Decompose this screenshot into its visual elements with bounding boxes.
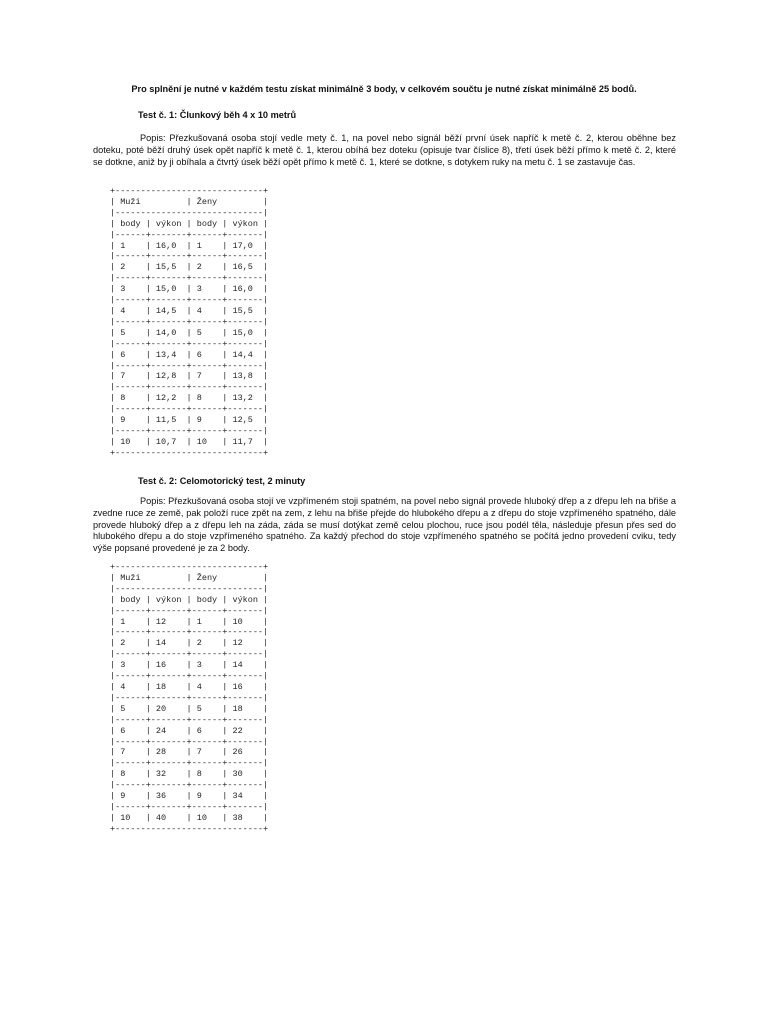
test-2-description (93, 496, 676, 555)
group-header-women: Ženy (191, 572, 264, 583)
table-cell: 12,8 (150, 371, 187, 382)
test-1-table: +-----------------------------+ | Muži | Ženy | |-----------------------------| | body | výkon | body | výkon | |------+-------+------+-------| | 1 | 16,0 | 1 | 17,0 | |------+-------+------+-------| | 2 | 15,5 | 2 | 16,5 | |------+-------+------+-------| | 3 | 15,0 | 3 | 16,0 | |------+-------+------+-------| | 4 | 14,5 | 4 | 15,5 | |------+-------+------+-------| | 5 | 14,0 | 5 | 15,0 | |------+-------+------+-------| | 6 | 13,4 | 6 | 14,4 | |------+-------+------+-------| | 7 | 12,8 | 7 | 13,8 | |------+-------+------+-------| | 8 | 12,2 | 8 | 13,2 | |------+-------+------+-------| | 9 | 11,5 | 9 | 12,5 | |------+-------+------+-------| | 10 | 10,7 | 10 | 11,7 | +-----------------------------+ (110, 186, 269, 458)
group-header-men: Muži (115, 196, 187, 207)
table-cell: 1 (191, 240, 223, 251)
table-cell: 1 (115, 616, 146, 627)
table-cell: 17,0 (227, 240, 264, 251)
table-cell: 15,5 (150, 262, 187, 273)
table-cell: 26 (227, 747, 264, 758)
table-cell: 30 (227, 769, 264, 780)
table-cell: 28 (150, 747, 187, 758)
column-header: body (115, 218, 146, 229)
table-cell: 4 (191, 681, 223, 692)
column-header: body (191, 218, 223, 229)
table-cell: 3 (191, 660, 223, 671)
table-cell: 13,8 (227, 371, 264, 382)
table-cell: 10 (227, 616, 264, 627)
table-cell: 4 (115, 681, 146, 692)
table-cell: 9 (115, 791, 146, 802)
table-cell: 12,5 (227, 415, 264, 426)
table-cell: 11,7 (227, 436, 264, 447)
table-cell: 10 (115, 436, 146, 447)
table-cell: 18 (227, 703, 264, 714)
table-cell: 14 (227, 660, 264, 671)
test-1-description (93, 133, 676, 168)
table-cell: 14 (150, 638, 187, 649)
table-cell: 7 (191, 747, 223, 758)
table-cell: 2 (191, 262, 223, 273)
table-cell: 5 (191, 327, 223, 338)
table-cell: 10 (115, 812, 146, 823)
table-cell: 4 (191, 305, 223, 316)
table-cell: 5 (191, 703, 223, 714)
table-cell: 9 (191, 415, 223, 426)
table-cell: 14,4 (227, 349, 264, 360)
table-cell: 32 (150, 769, 187, 780)
table-cell: 5 (115, 703, 146, 714)
table-cell: 3 (115, 660, 146, 671)
table-cell: 2 (191, 638, 223, 649)
table-cell: 15,0 (150, 284, 187, 295)
table-cell: 22 (227, 725, 264, 736)
table-cell: 12 (227, 638, 264, 649)
table-cell: 34 (227, 791, 264, 802)
table-cell: 12,2 (150, 393, 187, 404)
table-cell: 6 (115, 725, 146, 736)
table-cell: 6 (191, 349, 223, 360)
table-cell: 16,0 (227, 284, 264, 295)
table-cell: 10,7 (150, 436, 187, 447)
table-cell: 10 (191, 436, 223, 447)
table-cell: 8 (191, 393, 223, 404)
table-cell: 14,0 (150, 327, 187, 338)
table-cell: 24 (150, 725, 187, 736)
column-header: výkon (150, 594, 187, 605)
table-cell: 16 (150, 660, 187, 671)
column-header: body (115, 594, 146, 605)
column-header: body (191, 594, 223, 605)
test-2-heading: Test č. 2: Celomotorický test, 2 minuty (138, 476, 306, 486)
test-2-table: +-----------------------------+ | Muži | Ženy | |-----------------------------| | body | výkon | body | výkon | |------+-------+------+-------| | 1 | 12 | 1 | 10 | |------+-------+------+-------| | 2 | 14 | 2 | 12 | |------+-------+------+-------| | 3 | 16 | 3 | 14 | |------+-------+------+-------| | 4 | 18 | 4 | 16 | |------+-------+------+-------| | 5 | 20 | 5 | 18 | |------+-------+------+-------| | 6 | 24 | 6 | 22 | |------+-------+------+-------| | 7 | 28 | 7 | 26 | |------+-------+------+-------| | 8 | 32 | 8 | 30 | |------+-------+------+-------| | 9 | 36 | 9 | 34 | |------+-------+------+-------| | 10 | 40 | 10 | 38 | +-----------------------------+ (110, 562, 269, 834)
test-1-heading: Test č. 1: Člunkový běh 4 x 10 metrů (138, 110, 297, 120)
test-2-description-text: Popis: Přezkušovaná osoba stojí ve vzpřímeném stoji spatném, na povel nebo signál provede hluboký dřep a z dřepu leh na břiše a zvedne ruce ze země, pak položí ruce zpět na zem, z lehu na břiše přejde do hlubokého dřepu a z dřepu do stoje vzpřímeného spatného, dále provede hluboký dřep a z dřepu leh na záda, záda se musí dotýkat země celou plochou, ruce jsou podél těla, následuje přesun přes sed do hlubokého dřepu a do stoje vzpřímeného spatného. Za každý přechod do stoje vzpřímeného spatného se počítá jedno provedení cviku, tedy výše popsané provedené je za 2 body. (93, 496, 676, 554)
table-cell: 8 (115, 393, 146, 404)
table-cell: 3 (191, 284, 223, 295)
table-cell: 10 (191, 812, 223, 823)
table-cell: 16 (227, 681, 264, 692)
table-cell: 6 (191, 725, 223, 736)
table-cell: 11,5 (150, 415, 187, 426)
test-1-description-text: Popis: Přezkušovaná osoba stojí vedle mety č. 1, na povel nebo signál běží první úsek napříč k metě č. 2, kterou oběhne bez doteku, poté běží druhý úsek opět napříč k metě č. 1, kterou obíhá bez doteku (opisuje tvar číslice 8), třetí úsek běží přímo k metě č. 2, které se dotkne, aniž by ji obíhala a čtvrtý úsek běží opět přímo k metě č. 1, které se dotkne, s dotykem ruky na metu č. 1 se zastavuje čas. (93, 133, 676, 167)
table-cell: 38 (227, 812, 264, 823)
table-cell: 9 (115, 415, 146, 426)
table-cell: 20 (150, 703, 187, 714)
table-cell: 2 (115, 638, 146, 649)
column-header: výkon (150, 218, 187, 229)
column-header: výkon (227, 218, 264, 229)
table-cell: 9 (191, 791, 223, 802)
intro-text: Pro splnění je nutné v každém testu získat minimálně 3 body, v celkovém součtu je nutné získat minimálně 25 bodů. (131, 84, 637, 94)
table-cell: 13,2 (227, 393, 264, 404)
table-cell: 8 (191, 769, 223, 780)
group-header-women: Ženy (191, 196, 264, 207)
table-cell: 36 (150, 791, 187, 802)
table-cell: 4 (115, 305, 146, 316)
table-cell: 1 (115, 240, 146, 251)
table-cell: 2 (115, 262, 146, 273)
table-cell: 8 (115, 769, 146, 780)
table-cell: 13,4 (150, 349, 187, 360)
table-cell: 16,5 (227, 262, 264, 273)
table-cell: 3 (115, 284, 146, 295)
table-cell: 40 (150, 812, 187, 823)
group-header-men: Muži (115, 572, 187, 583)
table-cell: 1 (191, 616, 223, 627)
table-cell: 5 (115, 327, 146, 338)
table-cell: 7 (115, 371, 146, 382)
table-cell: 15,5 (227, 305, 264, 316)
table-cell: 6 (115, 349, 146, 360)
table-cell: 18 (150, 681, 187, 692)
table-cell: 7 (191, 371, 223, 382)
column-header: výkon (227, 594, 264, 605)
table-cell: 7 (115, 747, 146, 758)
table-cell: 14,5 (150, 305, 187, 316)
table-cell: 16,0 (150, 240, 187, 251)
table-cell: 15,0 (227, 327, 264, 338)
table-cell: 12 (150, 616, 187, 627)
